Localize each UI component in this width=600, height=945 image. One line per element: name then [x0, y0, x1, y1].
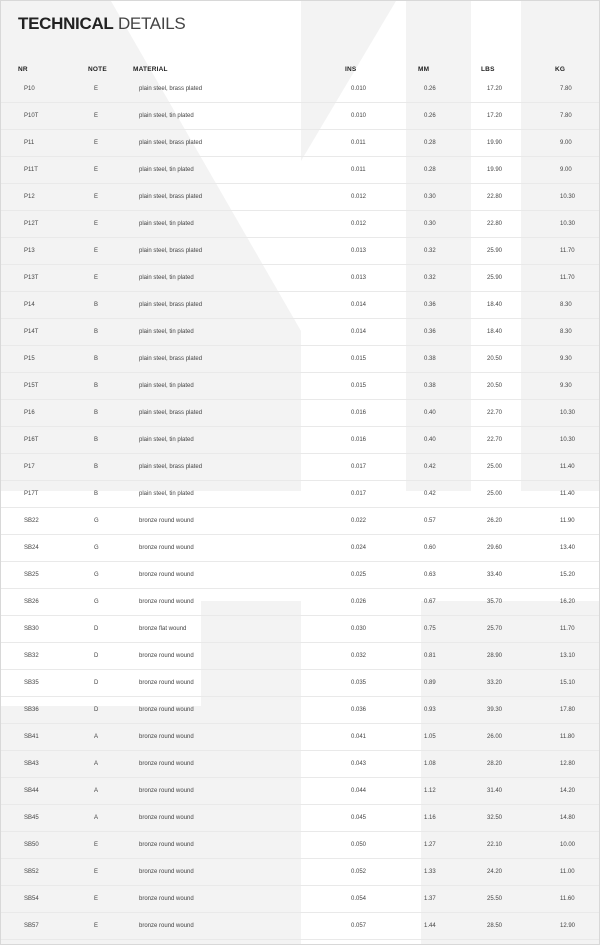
- cell-ins: 0.044: [345, 778, 418, 805]
- table-row: [1, 670, 600, 697]
- column-header-note: NOTE: [88, 65, 107, 73]
- cell-note: B: [88, 400, 133, 427]
- cell-lbs: 22.10: [481, 832, 555, 859]
- cell-mm: 1.33: [418, 859, 481, 886]
- cell-mm: 1.27: [418, 832, 481, 859]
- cell-material: bronze round wound: [133, 886, 345, 913]
- cell-lbs: 28.50: [481, 913, 555, 940]
- table-row: [1, 184, 600, 211]
- cell-lbs: 25.90: [481, 238, 555, 265]
- cell-ins: 0.015: [345, 346, 418, 373]
- cell-nr: SB52: [1, 859, 88, 886]
- cell-note: E: [88, 184, 133, 211]
- cell-lbs: 19.90: [481, 157, 555, 184]
- cell-nr: P11T: [1, 157, 88, 184]
- cell-material: plain steel, brass plated: [133, 238, 345, 265]
- cell-kg: 7.80: [555, 103, 600, 130]
- cell-nr: SB44: [1, 778, 88, 805]
- cell-note: G: [88, 508, 133, 535]
- cell-mm: 0.36: [418, 319, 481, 346]
- cell-kg: 10.30: [555, 427, 600, 454]
- table-row: [1, 508, 600, 535]
- cell-kg: 11.70: [555, 616, 600, 643]
- cell-ins: 0.010: [345, 103, 418, 130]
- cell-nr: SB30: [1, 616, 88, 643]
- cell-nr: P16T: [1, 427, 88, 454]
- page-title-rest: DETAILS: [113, 14, 186, 33]
- column-header-nr: NR: [18, 65, 28, 73]
- cell-kg: 8.30: [555, 319, 600, 346]
- page-title-bold: TECHNICAL: [18, 14, 114, 33]
- cell-note: A: [88, 778, 133, 805]
- cell-lbs: 26.00: [481, 724, 555, 751]
- cell-nr: SB36: [1, 697, 88, 724]
- cell-kg: 11.70: [555, 238, 600, 265]
- cell-material: plain steel, tin plated: [133, 427, 345, 454]
- cell-kg: 11.70: [555, 265, 600, 292]
- cell-lbs: 26.20: [481, 508, 555, 535]
- cell-ins: 0.045: [345, 805, 418, 832]
- cell-material: plain steel, tin plated: [133, 211, 345, 238]
- cell-material: bronze round wound: [133, 670, 345, 697]
- cell-nr: P14: [1, 292, 88, 319]
- cell-lbs: 29.60: [481, 535, 555, 562]
- table-row: [1, 724, 600, 751]
- cell-kg: 11.40: [555, 454, 600, 481]
- table-row: [1, 130, 600, 157]
- cell-material: plain steel, brass plated: [133, 130, 345, 157]
- cell-nr: P17T: [1, 481, 88, 508]
- cell-lbs: 18.40: [481, 319, 555, 346]
- cell-ins: 0.036: [345, 697, 418, 724]
- cell-note: A: [88, 805, 133, 832]
- cell-note: B: [88, 319, 133, 346]
- cell-note: G: [88, 589, 133, 616]
- cell-kg: 11.90: [555, 508, 600, 535]
- cell-lbs: 17.20: [481, 103, 555, 130]
- cell-ins: 0.014: [345, 292, 418, 319]
- cell-note: G: [88, 535, 133, 562]
- cell-kg: 11.40: [555, 481, 600, 508]
- cell-material: bronze round wound: [133, 643, 345, 670]
- cell-nr: P10T: [1, 103, 88, 130]
- cell-ins: 0.050: [345, 832, 418, 859]
- cell-nr: SB41: [1, 724, 88, 751]
- cell-ins: 0.014: [345, 319, 418, 346]
- page-title: [18, 14, 185, 34]
- cell-note: E: [88, 832, 133, 859]
- cell-ins: 0.013: [345, 238, 418, 265]
- cell-material: plain steel, brass plated: [133, 76, 345, 103]
- cell-material: bronze round wound: [133, 751, 345, 778]
- cell-lbs: 25.70: [481, 616, 555, 643]
- cell-kg: 10.30: [555, 211, 600, 238]
- cell-ins: 0.024: [345, 535, 418, 562]
- cell-material: plain steel, brass plated: [133, 184, 345, 211]
- cell-nr: P16: [1, 400, 88, 427]
- cell-ins: 0.054: [345, 886, 418, 913]
- cell-mm: 0.26: [418, 76, 481, 103]
- cell-nr: P13: [1, 238, 88, 265]
- table-row: [1, 643, 600, 670]
- cell-kg: 16.20: [555, 589, 600, 616]
- cell-nr: P12T: [1, 211, 88, 238]
- cell-lbs: 18.40: [481, 292, 555, 319]
- cell-note: B: [88, 373, 133, 400]
- cell-note: E: [88, 103, 133, 130]
- table-header: [1, 62, 600, 76]
- table-row: [1, 238, 600, 265]
- table-row: [1, 859, 600, 886]
- cell-ins: 0.043: [345, 751, 418, 778]
- cell-ins: 0.025: [345, 562, 418, 589]
- cell-ins: 0.016: [345, 400, 418, 427]
- table-row: [1, 346, 600, 373]
- cell-mm: 1.12: [418, 778, 481, 805]
- cell-kg: 8.30: [555, 292, 600, 319]
- cell-ins: 0.030: [345, 616, 418, 643]
- cell-kg: 17.80: [555, 697, 600, 724]
- cell-material: bronze round wound: [133, 913, 345, 940]
- cell-kg: 10.30: [555, 184, 600, 211]
- cell-mm: 1.05: [418, 724, 481, 751]
- cell-material: plain steel, brass plated: [133, 454, 345, 481]
- cell-lbs: 33.20: [481, 670, 555, 697]
- cell-ins: 0.017: [345, 481, 418, 508]
- cell-kg: 14.20: [555, 778, 600, 805]
- cell-ins: 0.017: [345, 454, 418, 481]
- cell-nr: SB45: [1, 805, 88, 832]
- table-row: [1, 778, 600, 805]
- cell-nr: SB32: [1, 643, 88, 670]
- cell-nr: P14T: [1, 319, 88, 346]
- cell-lbs: 25.00: [481, 481, 555, 508]
- table-row: [1, 886, 600, 913]
- cell-material: bronze round wound: [133, 859, 345, 886]
- cell-material: plain steel, tin plated: [133, 103, 345, 130]
- table-row: [1, 751, 600, 778]
- cell-kg: 14.80: [555, 805, 600, 832]
- table-row: [1, 211, 600, 238]
- column-header-kg: KG: [555, 65, 566, 73]
- cell-mm: 0.40: [418, 400, 481, 427]
- cell-material: bronze round wound: [133, 508, 345, 535]
- table-row: [1, 832, 600, 859]
- cell-kg: 15.20: [555, 562, 600, 589]
- cell-ins: 0.012: [345, 211, 418, 238]
- cell-nr: SB43: [1, 751, 88, 778]
- table-row: [1, 157, 600, 184]
- cell-kg: 11.60: [555, 886, 600, 913]
- cell-ins: 0.026: [345, 589, 418, 616]
- cell-lbs: 31.40: [481, 778, 555, 805]
- cell-kg: 9.30: [555, 346, 600, 373]
- cell-kg: 12.80: [555, 751, 600, 778]
- cell-mm: 1.08: [418, 751, 481, 778]
- cell-kg: 13.40: [555, 535, 600, 562]
- cell-material: plain steel, tin plated: [133, 157, 345, 184]
- cell-kg: 10.30: [555, 400, 600, 427]
- cell-mm: 0.60: [418, 535, 481, 562]
- cell-mm: 0.38: [418, 373, 481, 400]
- column-header-material: MATERIAL: [133, 65, 168, 73]
- cell-note: B: [88, 481, 133, 508]
- cell-material: plain steel, tin plated: [133, 373, 345, 400]
- table-row: [1, 805, 600, 832]
- table-body: [1, 76, 600, 940]
- cell-kg: 11.00: [555, 859, 600, 886]
- cell-nr: SB24: [1, 535, 88, 562]
- cell-note: D: [88, 670, 133, 697]
- column-header-ins: INS: [345, 65, 357, 73]
- cell-kg: 9.00: [555, 130, 600, 157]
- cell-nr: SB50: [1, 832, 88, 859]
- cell-note: D: [88, 697, 133, 724]
- table-row: [1, 292, 600, 319]
- cell-lbs: 24.20: [481, 859, 555, 886]
- cell-material: bronze round wound: [133, 778, 345, 805]
- cell-nr: SB26: [1, 589, 88, 616]
- cell-kg: 9.30: [555, 373, 600, 400]
- table-row: [1, 400, 600, 427]
- cell-note: D: [88, 643, 133, 670]
- cell-material: plain steel, brass plated: [133, 346, 345, 373]
- cell-ins: 0.011: [345, 157, 418, 184]
- cell-lbs: 25.00: [481, 454, 555, 481]
- table-row: [1, 481, 600, 508]
- cell-mm: 0.42: [418, 454, 481, 481]
- column-header-mm: MM: [418, 65, 430, 73]
- table-row: [1, 535, 600, 562]
- table-row: [1, 913, 600, 940]
- cell-note: E: [88, 238, 133, 265]
- cell-material: plain steel, tin plated: [133, 481, 345, 508]
- cell-note: E: [88, 859, 133, 886]
- cell-lbs: 20.50: [481, 373, 555, 400]
- cell-lbs: 25.90: [481, 265, 555, 292]
- cell-material: bronze round wound: [133, 832, 345, 859]
- cell-note: E: [88, 913, 133, 940]
- table-row: [1, 589, 600, 616]
- cell-nr: SB57: [1, 913, 88, 940]
- cell-nr: P15T: [1, 373, 88, 400]
- cell-lbs: 22.80: [481, 211, 555, 238]
- cell-lbs: 20.50: [481, 346, 555, 373]
- cell-mm: 0.28: [418, 157, 481, 184]
- cell-ins: 0.032: [345, 643, 418, 670]
- cell-lbs: 28.90: [481, 643, 555, 670]
- cell-ins: 0.011: [345, 130, 418, 157]
- cell-note: E: [88, 265, 133, 292]
- cell-material: bronze round wound: [133, 697, 345, 724]
- cell-kg: 12.90: [555, 913, 600, 940]
- cell-ins: 0.013: [345, 265, 418, 292]
- cell-material: bronze round wound: [133, 805, 345, 832]
- cell-nr: SB22: [1, 508, 88, 535]
- table-row: [1, 427, 600, 454]
- cell-mm: 1.44: [418, 913, 481, 940]
- cell-material: bronze round wound: [133, 562, 345, 589]
- cell-material: plain steel, tin plated: [133, 265, 345, 292]
- cell-mm: 1.16: [418, 805, 481, 832]
- cell-mm: 0.30: [418, 184, 481, 211]
- column-header-lbs: LBS: [481, 65, 495, 73]
- cell-lbs: 35.70: [481, 589, 555, 616]
- cell-lbs: 25.50: [481, 886, 555, 913]
- cell-nr: SB25: [1, 562, 88, 589]
- table-row: [1, 76, 600, 103]
- cell-ins: 0.052: [345, 859, 418, 886]
- cell-lbs: 39.30: [481, 697, 555, 724]
- cell-lbs: 33.40: [481, 562, 555, 589]
- cell-ins: 0.010: [345, 76, 418, 103]
- cell-mm: 0.93: [418, 697, 481, 724]
- cell-note: E: [88, 211, 133, 238]
- cell-lbs: 17.20: [481, 76, 555, 103]
- cell-mm: 1.37: [418, 886, 481, 913]
- table-row: [1, 319, 600, 346]
- table-row: [1, 454, 600, 481]
- cell-material: plain steel, brass plated: [133, 292, 345, 319]
- cell-note: E: [88, 157, 133, 184]
- cell-ins: 0.015: [345, 373, 418, 400]
- cell-material: bronze round wound: [133, 535, 345, 562]
- cell-note: G: [88, 562, 133, 589]
- cell-mm: 0.38: [418, 346, 481, 373]
- table-row: [1, 697, 600, 724]
- table-row: [1, 265, 600, 292]
- cell-mm: 0.30: [418, 211, 481, 238]
- cell-material: plain steel, tin plated: [133, 319, 345, 346]
- cell-mm: 0.36: [418, 292, 481, 319]
- cell-mm: 0.40: [418, 427, 481, 454]
- cell-kg: 7.80: [555, 76, 600, 103]
- cell-lbs: 28.20: [481, 751, 555, 778]
- table-row: [1, 616, 600, 643]
- cell-material: bronze flat wound: [133, 616, 345, 643]
- cell-nr: P15: [1, 346, 88, 373]
- cell-note: D: [88, 616, 133, 643]
- cell-note: B: [88, 427, 133, 454]
- cell-mm: 0.67: [418, 589, 481, 616]
- cell-mm: 0.26: [418, 103, 481, 130]
- cell-kg: 13.10: [555, 643, 600, 670]
- cell-mm: 0.63: [418, 562, 481, 589]
- cell-ins: 0.035: [345, 670, 418, 697]
- cell-lbs: 22.70: [481, 400, 555, 427]
- cell-ins: 0.022: [345, 508, 418, 535]
- cell-mm: 0.32: [418, 265, 481, 292]
- cell-ins: 0.057: [345, 913, 418, 940]
- cell-nr: P13T: [1, 265, 88, 292]
- cell-mm: 0.28: [418, 130, 481, 157]
- cell-mm: 0.75: [418, 616, 481, 643]
- cell-mm: 0.32: [418, 238, 481, 265]
- cell-note: B: [88, 346, 133, 373]
- cell-material: plain steel, brass plated: [133, 400, 345, 427]
- cell-note: B: [88, 292, 133, 319]
- table-row: [1, 103, 600, 130]
- cell-ins: 0.012: [345, 184, 418, 211]
- cell-kg: 10.00: [555, 832, 600, 859]
- cell-material: bronze round wound: [133, 724, 345, 751]
- cell-kg: 9.00: [555, 157, 600, 184]
- cell-mm: 0.89: [418, 670, 481, 697]
- cell-kg: 15.10: [555, 670, 600, 697]
- cell-material: bronze round wound: [133, 589, 345, 616]
- cell-nr: P11: [1, 130, 88, 157]
- cell-nr: SB54: [1, 886, 88, 913]
- cell-mm: 0.42: [418, 481, 481, 508]
- cell-ins: 0.016: [345, 427, 418, 454]
- cell-nr: P10: [1, 76, 88, 103]
- technical-details-table: [1, 62, 600, 940]
- cell-note: E: [88, 130, 133, 157]
- cell-note: E: [88, 886, 133, 913]
- cell-ins: 0.041: [345, 724, 418, 751]
- cell-mm: 0.57: [418, 508, 481, 535]
- cell-lbs: 22.80: [481, 184, 555, 211]
- cell-lbs: 22.70: [481, 427, 555, 454]
- cell-note: A: [88, 751, 133, 778]
- table-row: [1, 562, 600, 589]
- cell-note: B: [88, 454, 133, 481]
- cell-kg: 11.80: [555, 724, 600, 751]
- table-row: [1, 373, 600, 400]
- cell-nr: P17: [1, 454, 88, 481]
- cell-lbs: 32.50: [481, 805, 555, 832]
- cell-nr: SB35: [1, 670, 88, 697]
- cell-note: E: [88, 76, 133, 103]
- cell-nr: P12: [1, 184, 88, 211]
- cell-lbs: 19.90: [481, 130, 555, 157]
- cell-mm: 0.81: [418, 643, 481, 670]
- cell-note: A: [88, 724, 133, 751]
